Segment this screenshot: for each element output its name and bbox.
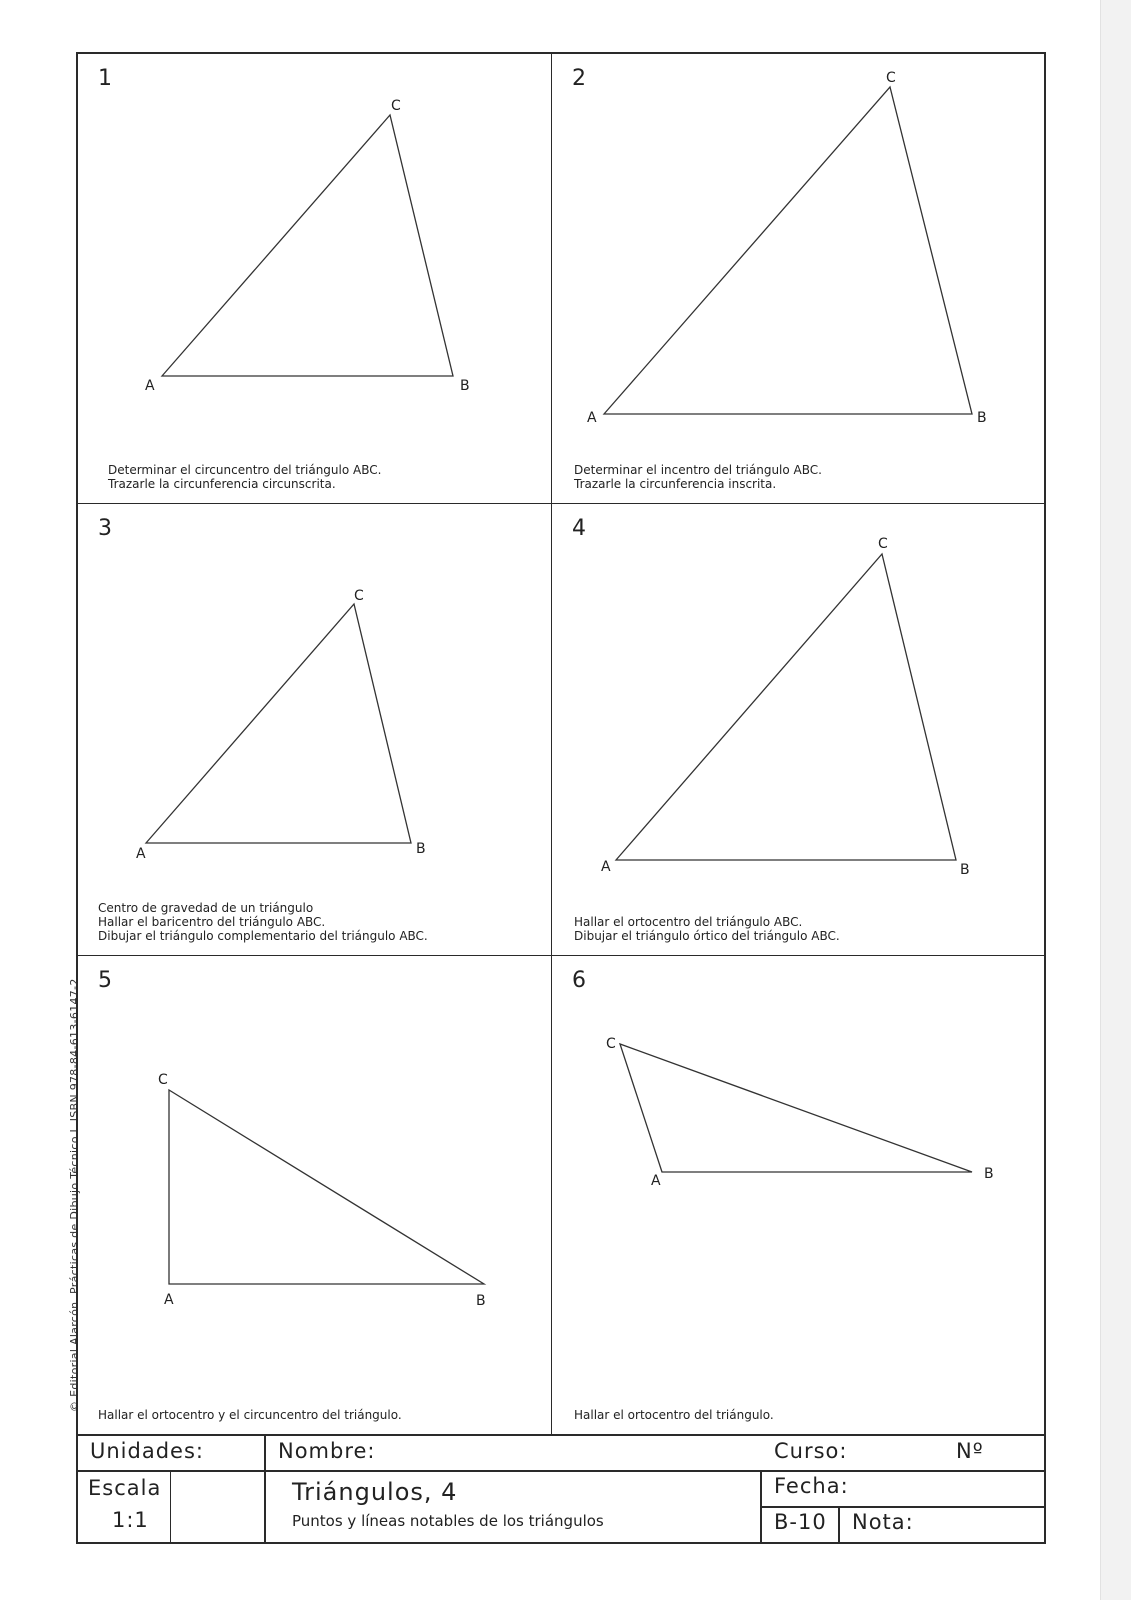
- vertex-label-c: C: [606, 1036, 616, 1052]
- units-label: Unidades:: [90, 1439, 204, 1463]
- triangle-abc: [604, 87, 972, 414]
- scale-value: 1:1: [112, 1508, 149, 1532]
- triangle-abc: [616, 554, 956, 860]
- exercise-2: [552, 54, 1044, 504]
- triangle-diagram: [78, 956, 552, 1434]
- exercise-caption: Determinar el incentro del triángulo ABC. Trazarle la circunferencia inscrita.: [574, 463, 822, 491]
- course-label: Curso:: [774, 1439, 848, 1463]
- exercise-caption: Hallar el ortocentro del triángulo ABC. Dibujar el triángulo órtico del triángulo ABC.: [574, 915, 840, 943]
- triangle-diagram: [552, 54, 1044, 504]
- vertex-label-a: A: [601, 859, 611, 875]
- vertex-label-a: A: [587, 410, 597, 426]
- vertex-label-c: C: [391, 98, 401, 114]
- triangle-diagram: [552, 504, 1044, 956]
- exercise-caption: Hallar el ortocentro del triángulo.: [574, 1408, 774, 1422]
- exercise-5: [78, 956, 552, 1434]
- exercise-number: 5: [98, 968, 112, 993]
- triangle-abc: [146, 604, 411, 843]
- triangle-abc: [169, 1090, 484, 1284]
- vertex-label-c: C: [886, 70, 896, 86]
- triangle-abc: [162, 115, 453, 376]
- scale-label: Escala: [88, 1476, 162, 1500]
- name-label: Nombre:: [278, 1439, 376, 1463]
- exercise-3: [78, 504, 552, 956]
- grade-label: Nota:: [852, 1510, 914, 1534]
- exercise-number: 1: [98, 66, 112, 91]
- title-block: [78, 1434, 1044, 1542]
- triangle-diagram: [78, 54, 552, 504]
- vertex-label-b: B: [416, 841, 426, 857]
- exercise-6: [552, 956, 1044, 1434]
- vertex-label-b: B: [977, 410, 987, 426]
- copyright-notice: © Editorial Alarcón. Prácticas de Dibujo Técnico I. ISBN 978-84-613-6147-2.: [68, 974, 81, 1412]
- exercise-caption: Centro de gravedad de un triángulo Hallar el baricentro del triángulo ABC. Dibujar el triángulo complementario del triángulo ABC.: [98, 901, 428, 943]
- page-edge: [1100, 0, 1131, 1600]
- exercise-caption: Hallar el ortocentro y el circuncentro del triángulo.: [98, 1408, 402, 1422]
- vertex-label-c: C: [878, 536, 888, 552]
- vertex-label-b: B: [984, 1166, 994, 1182]
- triangle-diagram: [78, 504, 552, 956]
- triangle-abc: [620, 1044, 972, 1172]
- vertex-label-b: B: [960, 862, 970, 878]
- sheet-code: B-10: [774, 1510, 827, 1534]
- exercise-4: [552, 504, 1044, 956]
- vertex-label-b: B: [460, 378, 470, 394]
- vertex-label-a: A: [136, 846, 146, 862]
- exercise-1: [78, 54, 552, 504]
- sheet-title: Triángulos, 4: [292, 1478, 458, 1506]
- exercise-number: 3: [98, 516, 112, 541]
- exercise-number: 6: [572, 968, 586, 993]
- triangle-diagram: [552, 956, 1044, 1434]
- vertex-label-a: A: [651, 1173, 661, 1189]
- vertex-label-c: C: [158, 1072, 168, 1088]
- exercise-number: 2: [572, 66, 586, 91]
- vertex-label-c: C: [354, 588, 364, 604]
- exercise-sheet: [76, 52, 1046, 1544]
- date-label: Fecha:: [774, 1474, 849, 1498]
- exercise-caption: Determinar el circuncentro del triángulo ABC. Trazarle la circunferencia circunscrita.: [108, 463, 382, 491]
- exercise-number: 4: [572, 516, 586, 541]
- sheet-subtitle: Puntos y líneas notables de los triángulos: [292, 1512, 604, 1530]
- vertex-label-a: A: [164, 1292, 174, 1308]
- vertex-label-b: B: [476, 1293, 486, 1309]
- vertex-label-a: A: [145, 378, 155, 394]
- number-label: Nº: [956, 1439, 984, 1463]
